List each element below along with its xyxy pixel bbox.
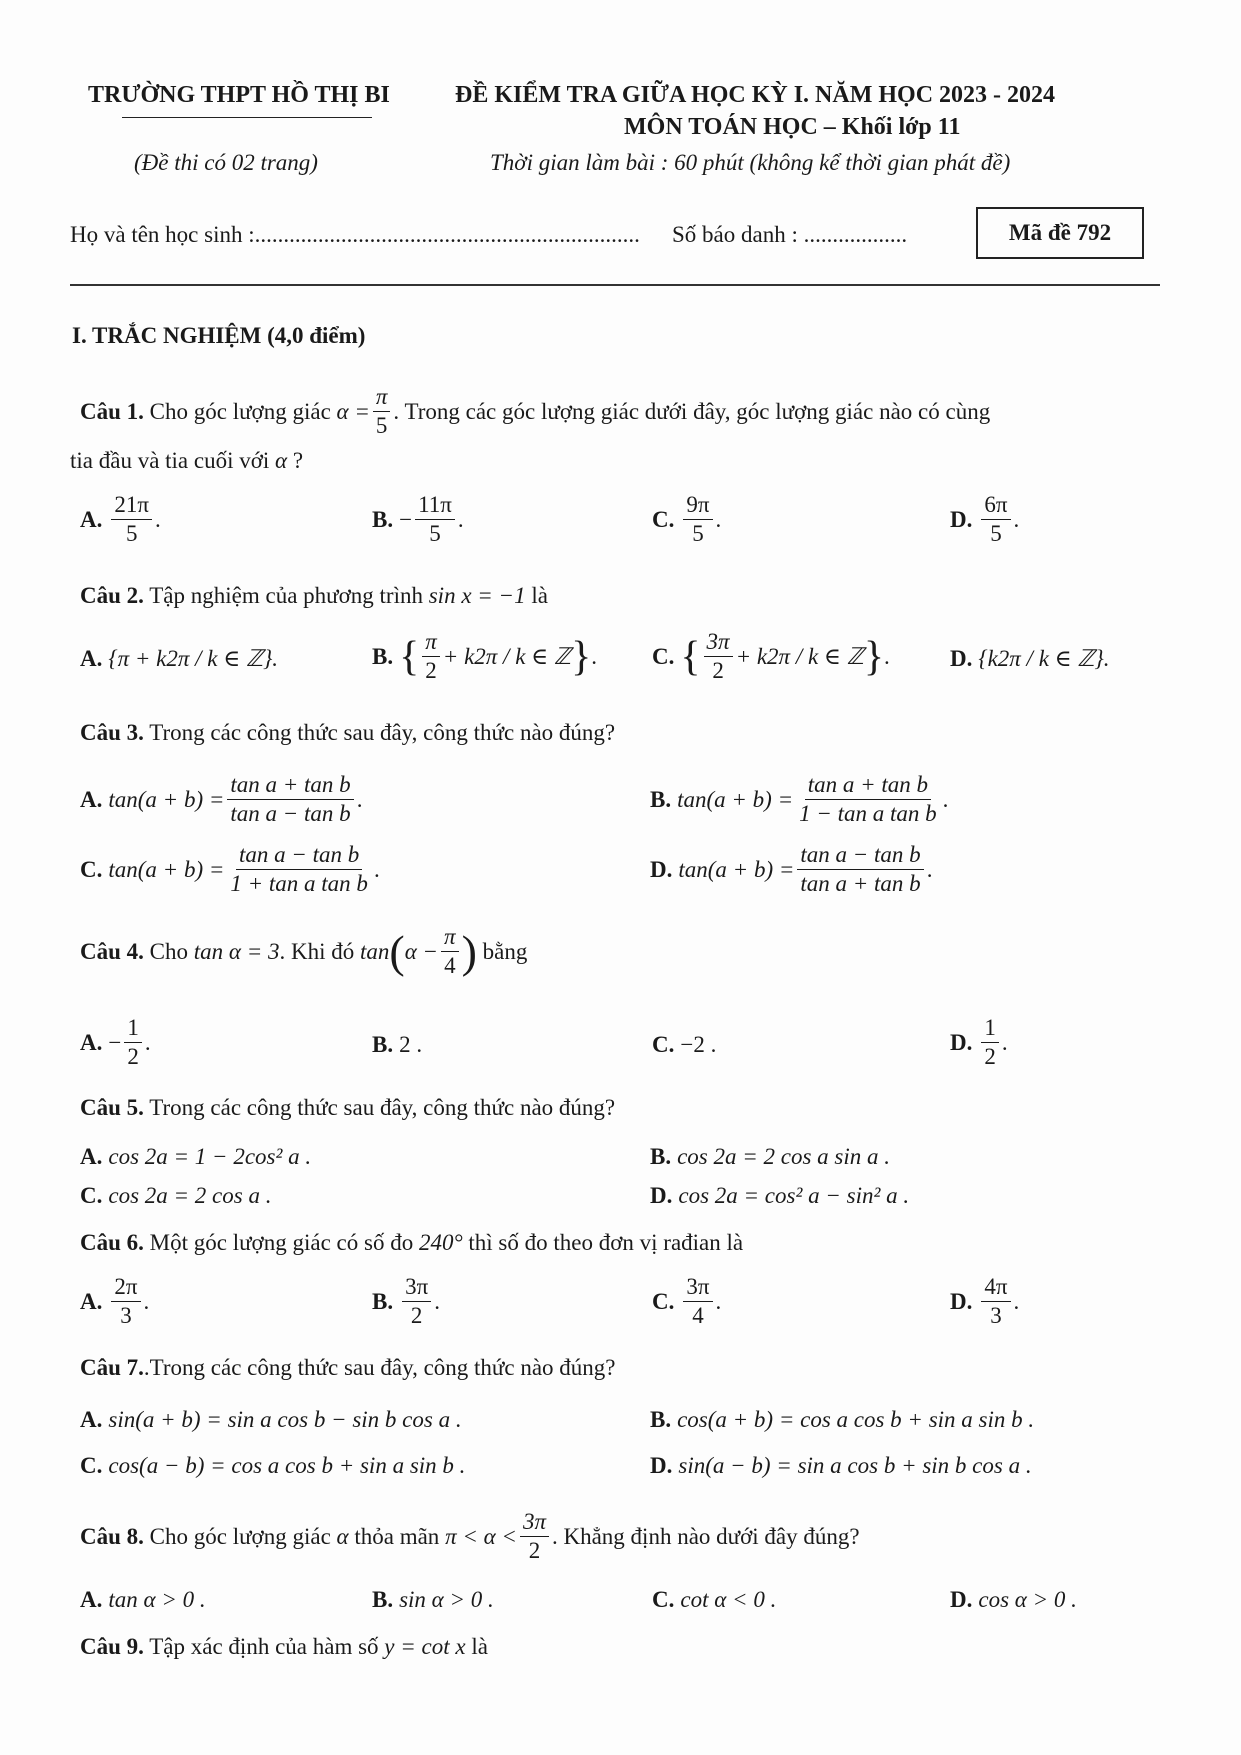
- question-1-line2: tia đầu và tia cuối với α ?: [70, 448, 304, 473]
- pages-note: (Đề thi có 02 trang): [134, 150, 318, 175]
- question-text: Cho góc lượng giác: [149, 398, 331, 424]
- q8-option-d[interactable]: D. cos α > 0 .: [950, 1587, 1077, 1612]
- q7-option-c[interactable]: C. cos(a − b) = cos a cos b + sin a sin b .: [80, 1453, 466, 1478]
- q6-option-c[interactable]: C. $\frac{3\pi}{4}$ .: [652, 1274, 722, 1329]
- q5-option-c[interactable]: C. cos 2a = 2 cos a .: [80, 1183, 272, 1208]
- question-6: Câu 6. Một góc lượng giác có số đo 240° thì số đo theo đơn vị rađian là: [80, 1230, 744, 1255]
- q7-option-d[interactable]: D. sin(a − b) = sin a cos b + sin b cos a .: [650, 1453, 1032, 1478]
- q4-option-d[interactable]: D. $\frac{1}{2}$ .: [950, 1015, 1008, 1070]
- duration-note: Thời gian làm bài : 60 phút (không kể thời gian phát đề): [490, 150, 1011, 175]
- q3-option-d[interactable]: D. tan(a + b) = $\frac{\text{tan a − tan b}}{\text{tan a + tan b}}$ .: [650, 842, 933, 897]
- question-4: Câu 4. Cho tan α = 3 . Khi đó tan ( α − $\frac{\pi}{4}$ ) bằng: [80, 924, 528, 979]
- q8-option-a[interactable]: A. tan α > 0 .: [80, 1587, 206, 1612]
- student-name-field: [70, 222, 640, 248]
- candidate-number-label: Số báo danh :: [672, 222, 798, 247]
- q1-option-d[interactable]: D. $\frac{6\pi}{5}$ .: [950, 492, 1020, 547]
- candidate-number-dots: ..................: [803, 222, 908, 247]
- q3-option-c[interactable]: C. tan(a + b) = $\frac{\text{tan a − tan b}}{\text{1 + tan a tan b}}$ .: [80, 842, 380, 897]
- q7-option-a[interactable]: A. sin(a + b) = sin a cos b − sin b cos a .: [80, 1407, 462, 1432]
- question-1: [80, 385, 990, 438]
- q5-option-a[interactable]: A. cos 2a = 1 − 2cos² a .: [80, 1144, 312, 1169]
- q3-option-b[interactable]: B. tan(a + b) = $\frac{\text{tan a + tan b}}{\text{1 − tan a tan b}}$ .: [650, 772, 949, 827]
- q6-option-d[interactable]: D. $\frac{4\pi}{3}$ .: [950, 1274, 1020, 1329]
- q1-option-a[interactable]: A. $\frac{21\pi}{5}$ .: [80, 492, 161, 547]
- q2-option-d[interactable]: D. {k2π / k ∈ ℤ}.: [950, 646, 1110, 671]
- school-underline: [122, 117, 372, 118]
- q5-option-b[interactable]: B. cos 2a = 2 cos a sin a .: [650, 1144, 891, 1169]
- fraction: $\frac{\pi}{5}$: [373, 385, 391, 438]
- question-3: Câu 3. Trong các công thức sau đây, công thức nào đúng?: [80, 720, 616, 745]
- question-9: Câu 9. Tập xác định của hàm số y = cot x là: [80, 1634, 488, 1659]
- exam-title: ĐỀ KIỂM TRA GIỮA HỌC KỲ I. NĂM HỌC 2023 - 2024: [455, 82, 1056, 108]
- candidate-number-field: [672, 222, 907, 248]
- header-divider: [70, 284, 1160, 286]
- question-5: Câu 5. Trong các công thức sau đây, công thức nào đúng?: [80, 1095, 616, 1120]
- q5-option-d[interactable]: D. cos 2a = cos² a − sin² a .: [650, 1183, 910, 1208]
- q8-option-b[interactable]: B. sin α > 0 .: [372, 1587, 494, 1612]
- question-2: Câu 2. Tập nghiệm của phương trình sin x = −1 là: [80, 583, 548, 608]
- alpha-lhs: α =: [336, 398, 370, 424]
- q6-option-b[interactable]: B. $\frac{3\pi}{2}$ .: [372, 1274, 440, 1329]
- question-text-cont: . Trong các góc lượng giác dưới đây, góc lượng giác nào có cùng: [393, 398, 991, 424]
- student-name-dots: ...................................................................: [254, 222, 640, 247]
- question-7: Câu 7..Trong các công thức sau đây, công thức nào đúng?: [80, 1355, 616, 1380]
- q7-option-b[interactable]: B. cos(a + b) = cos a cos b + sin a sin b .: [650, 1407, 1035, 1432]
- q1-option-b[interactable]: B. − $\frac{11\pi}{5}$ .: [372, 492, 464, 547]
- q2-option-c[interactable]: C. { $\frac{3\pi}{2}$ + k2π / k ∈ ℤ } .: [652, 629, 890, 684]
- q2-option-a[interactable]: A. {π + k2π / k ∈ ℤ}.: [80, 646, 279, 671]
- exam-code-box: [976, 207, 1144, 259]
- q6-option-a[interactable]: A. $\frac{2\pi}{3}$ .: [80, 1274, 150, 1329]
- exam-code: Mã đề 792: [1008, 220, 1112, 245]
- section-title: I. TRẮC NGHIỆM (4,0 điểm): [72, 323, 366, 348]
- q4-option-a[interactable]: A. − $\frac{1}{2}$ .: [80, 1015, 151, 1070]
- q3-option-a[interactable]: A. tan(a + b) = $\frac{\text{tan a + tan b}}{\text{tan a − tan b}}$ .: [80, 772, 363, 827]
- q1-option-c[interactable]: C. $\frac{9\pi}{5}$ .: [652, 492, 722, 547]
- q4-option-c[interactable]: C. −2 .: [652, 1032, 717, 1057]
- q2-option-b[interactable]: B. { $\frac{\pi}{2}$ + k2π / k ∈ ℤ } .: [372, 629, 597, 684]
- question-label: Câu 1.: [80, 398, 144, 424]
- student-name-label: Họ và tên học sinh :: [70, 222, 255, 247]
- q4-option-b[interactable]: B. 2 .: [372, 1032, 423, 1057]
- school-name: TRƯỜNG THPT HỒ THỊ BI: [88, 82, 390, 108]
- exam-subject: MÔN TOÁN HỌC – Khối lớp 11: [624, 114, 961, 140]
- question-8: Câu 8. Cho góc lượng giác α thỏa mãn π < α < $\frac{3\pi}{2}$ . Khẳng định nào dưới đây đúng?: [80, 1509, 860, 1564]
- q8-option-c[interactable]: C. cot α < 0 .: [652, 1587, 777, 1612]
